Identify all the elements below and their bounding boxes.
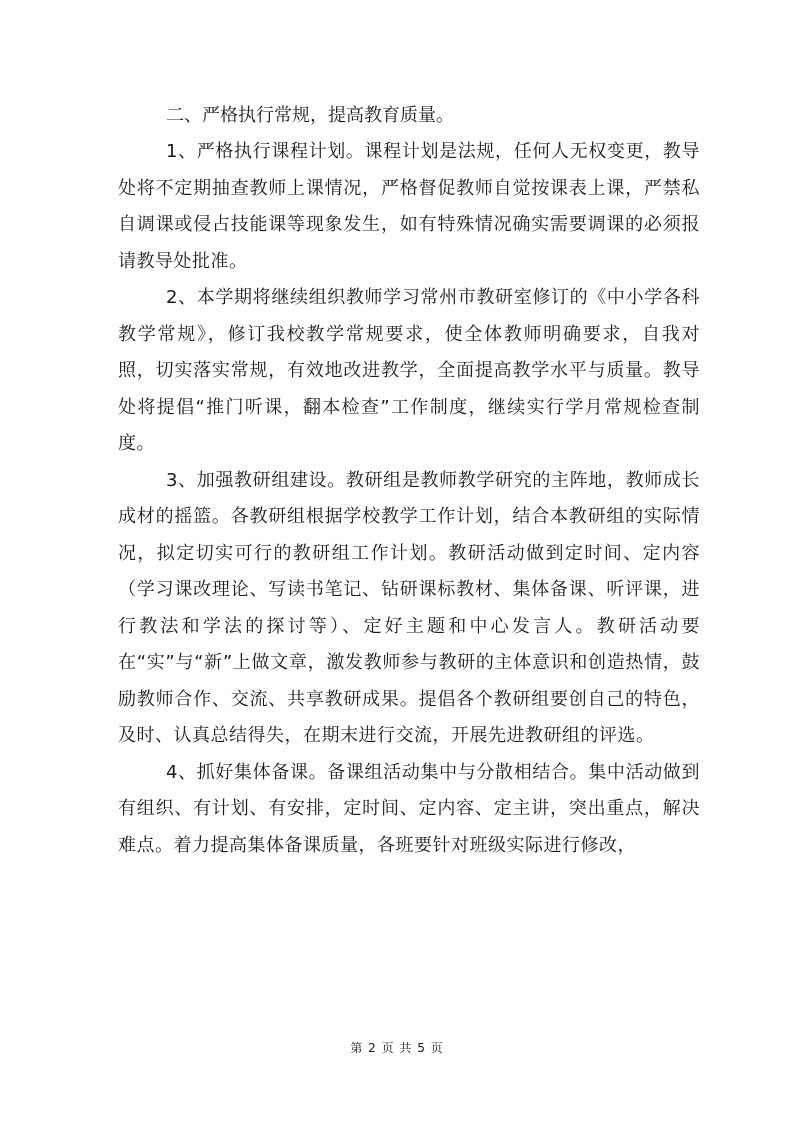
section-heading: 二、严格执行常规，提高教育质量。	[166, 105, 454, 126]
document-body	[118, 98, 700, 864]
paragraph-2: 2、本学期将继续组织教师学习常州市教研室修订的《中小学各科教学常规》，修订我校教学常规要求，使全体教师明确要求，自我对照，切实落实常规，有效地改进教学，全面提高教学水平与质量。教导处将提倡“推门听课，翻本检查”工作制度，继续实行学月常规检查制度。	[118, 287, 700, 454]
paragraph-4: 4、抓好集体备课。备课组活动集中与分散相结合。集中活动做到有组织、有计划、有安排，定时间、定内容、定主讲，突出重点，解决难点。着力提高集体备课质量，各班要针对班级实际进行修改，	[118, 761, 700, 856]
paragraph-1: 1、严格执行课程计划。课程计划是法规，任何人无权变更，教导处将不定期抽查教师上课情况，严格督促教师自觉按课表上课，严禁私自调课或侵占技能课等现象发生，如有特殊情况确实需要调课的必须报请教导处批准。	[118, 141, 700, 272]
paragraph-3: 3、加强教研组建设。教研组是教师教学研究的主阵地，教师成长成材的摇篮。各教研组根据学校教学工作计划，结合本教研组的实际情况，拟定切实可行的教研组工作计划。教研活动做到定时间、定内容（学习课改理论、写读书笔记、钻研课标教材、集体备课、听评课，进行教法和学法的探讨等）、定好主题和中心发言人。教研活动要在“实”与“新”上做文章，激发教师参与教研的主体意识和创造热情，鼓励教师合作、交流、共享教研成果。提倡各个教研组要创自己的特色，及时、认真总结得失，在期末进行交流，开展先进教研组的评选。	[118, 469, 700, 746]
page-number-footer: 第 2 页 共 5 页	[350, 1041, 444, 1055]
